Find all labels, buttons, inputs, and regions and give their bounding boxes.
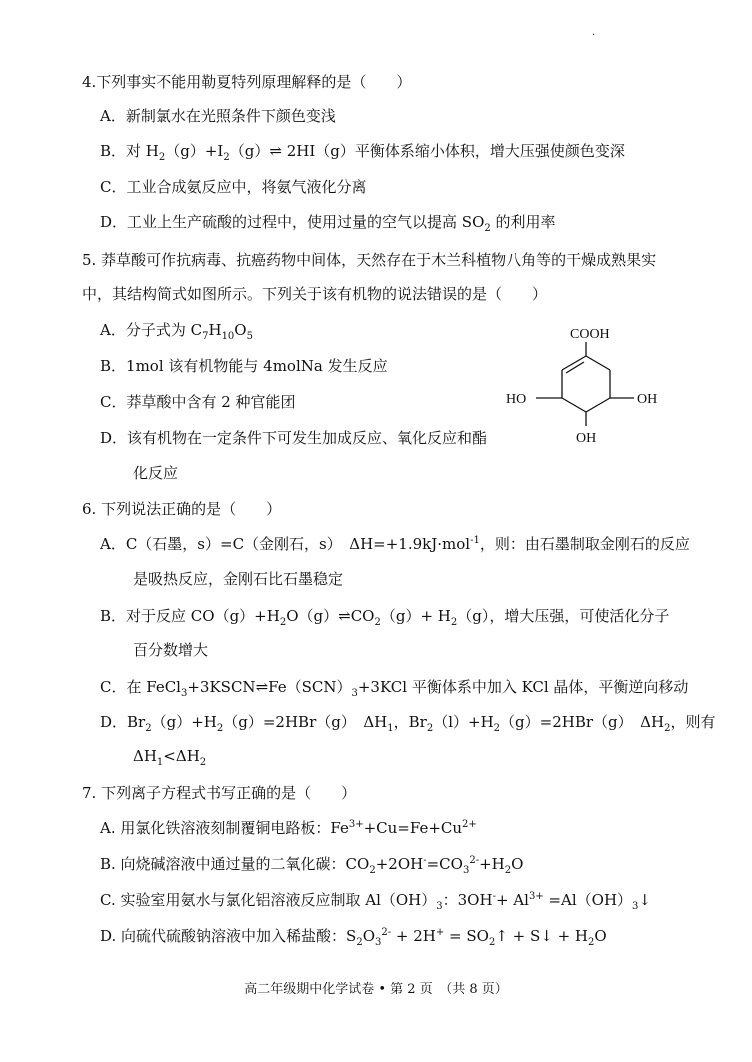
ho-left-label: HO	[506, 392, 527, 407]
q5-option-d-line2: 化反应	[133, 464, 179, 482]
q6-option-d-line1: D．$Br_2(g)+H_2(g)=2HBr(g)$ $\Delta H_1$，$Br_2(l)+H_2(g)=2HBr(g)$ $\Delta H_2$，则有	[100, 713, 716, 734]
page-footer: 高二年级期中化学试卷 • 第 2 页 （共 8 页）	[244, 982, 508, 997]
q4-option-a: A．新制氯水在光照条件下颜色变浅	[100, 107, 336, 125]
q5-stem-line1: 5. 莽草酸可作抗病毒、抗癌药物中间体，天然存在于木兰科植物八角等的干燥成熟果实	[82, 251, 657, 269]
q7-stem: 7. 下列离子方程式书写正确的是（ ）	[82, 784, 357, 802]
q4-option-c: C．工业合成氨反应中，将氨气液化分离	[100, 178, 367, 196]
equilibrium-arrow: ⇌	[255, 678, 269, 696]
q5-option-d-line1: D．该有机物在一定条件下可发生加成反应、氧化反应和酯	[100, 429, 488, 447]
q6-stem: 6. 下列说法正确的是（ ）	[82, 500, 282, 518]
equilibrium-arrow: ⇌	[338, 607, 351, 625]
cooh-label: COOH	[570, 327, 610, 342]
q6-option-a-line2: 是吸热反应，金刚石比石墨稳定	[133, 570, 344, 588]
q7-option-c: C. 实验室用氨水与氯化铝溶液反应制取 $Al(OH)_3$：$3OH^-+ Al^{3+}$ $=Al(OH)_3↓$	[100, 891, 651, 912]
q5-option-a: A．分子式为 $C_7H_{10}O_5$	[100, 321, 253, 342]
oh-bottom-label: OH	[576, 431, 597, 446]
q6-option-b-line1: B．对于反应 $CO(g)+H_2O(g)\rightleftharpoons CO_2(g)+ H_2(g)$，增大压强，可使活化分子	[100, 607, 670, 628]
oh-right-label: OH	[637, 392, 658, 407]
q6-option-c: C．在 $FeCl_3+3KSCN\rightleftharpoons Fe(SCN)_3+3KCl$ 平衡体系中加入 KCl 晶体，平衡逆向移动	[100, 678, 689, 699]
q7-option-d: D. 向硫代硫酸钠溶液中加入稀盐酸：$S_2O_3^{2-} + 2H^+$ = $SO_2↑$ + S↓ + $H_2O$	[100, 927, 607, 948]
q6-option-a-line1: A．C（石墨，s）=C（金刚石，s） ΔH=+1.9kJ·mol$^{-1}$，则：由石墨制取金刚石的反应	[100, 535, 690, 553]
q4-option-b: B．对 $H_2(g)+I_2(g)\rightleftharpoons$ 2HI（g）平衡体系缩小体积，增大压强使颜色变深	[100, 142, 625, 163]
q4-stem: 4.下列事实不能用勒夏特列原理解释的是（ ）	[82, 73, 412, 91]
q6-option-d-line2: $\Delta H_1<\Delta H_2$	[133, 747, 207, 768]
q7-option-a: A. 用氯化铁溶液刻制覆铜电路板：$Fe^{3+}+Cu=Fe+Cu^{2+}$	[100, 819, 477, 837]
scan-dot: ·	[592, 30, 596, 41]
shikimic-acid-structure	[500, 322, 670, 452]
q6-option-b-line2: 百分数增大	[133, 641, 209, 659]
q5-stem-line2: 中，其结构简式如图所示。下列关于该有机物的说法错误的是（ ）	[82, 285, 548, 303]
q5-option-c: C．莽草酸中含有 2 种官能团	[100, 393, 296, 411]
q5-option-b: B．1mol 该有机物能与 4molNa 发生反应	[100, 357, 388, 375]
q4-option-d: D．工业上生产硫酸的过程中，使用过量的空气以提高 $SO_2$ 的利用率	[100, 213, 556, 234]
equilibrium-arrow: ⇌	[269, 142, 282, 160]
q7-option-b: B. 向烧碱溶液中通过量的二氧化碳：$CO_2+2OH^-=CO_3^{2-}+H_2O$	[100, 855, 524, 876]
